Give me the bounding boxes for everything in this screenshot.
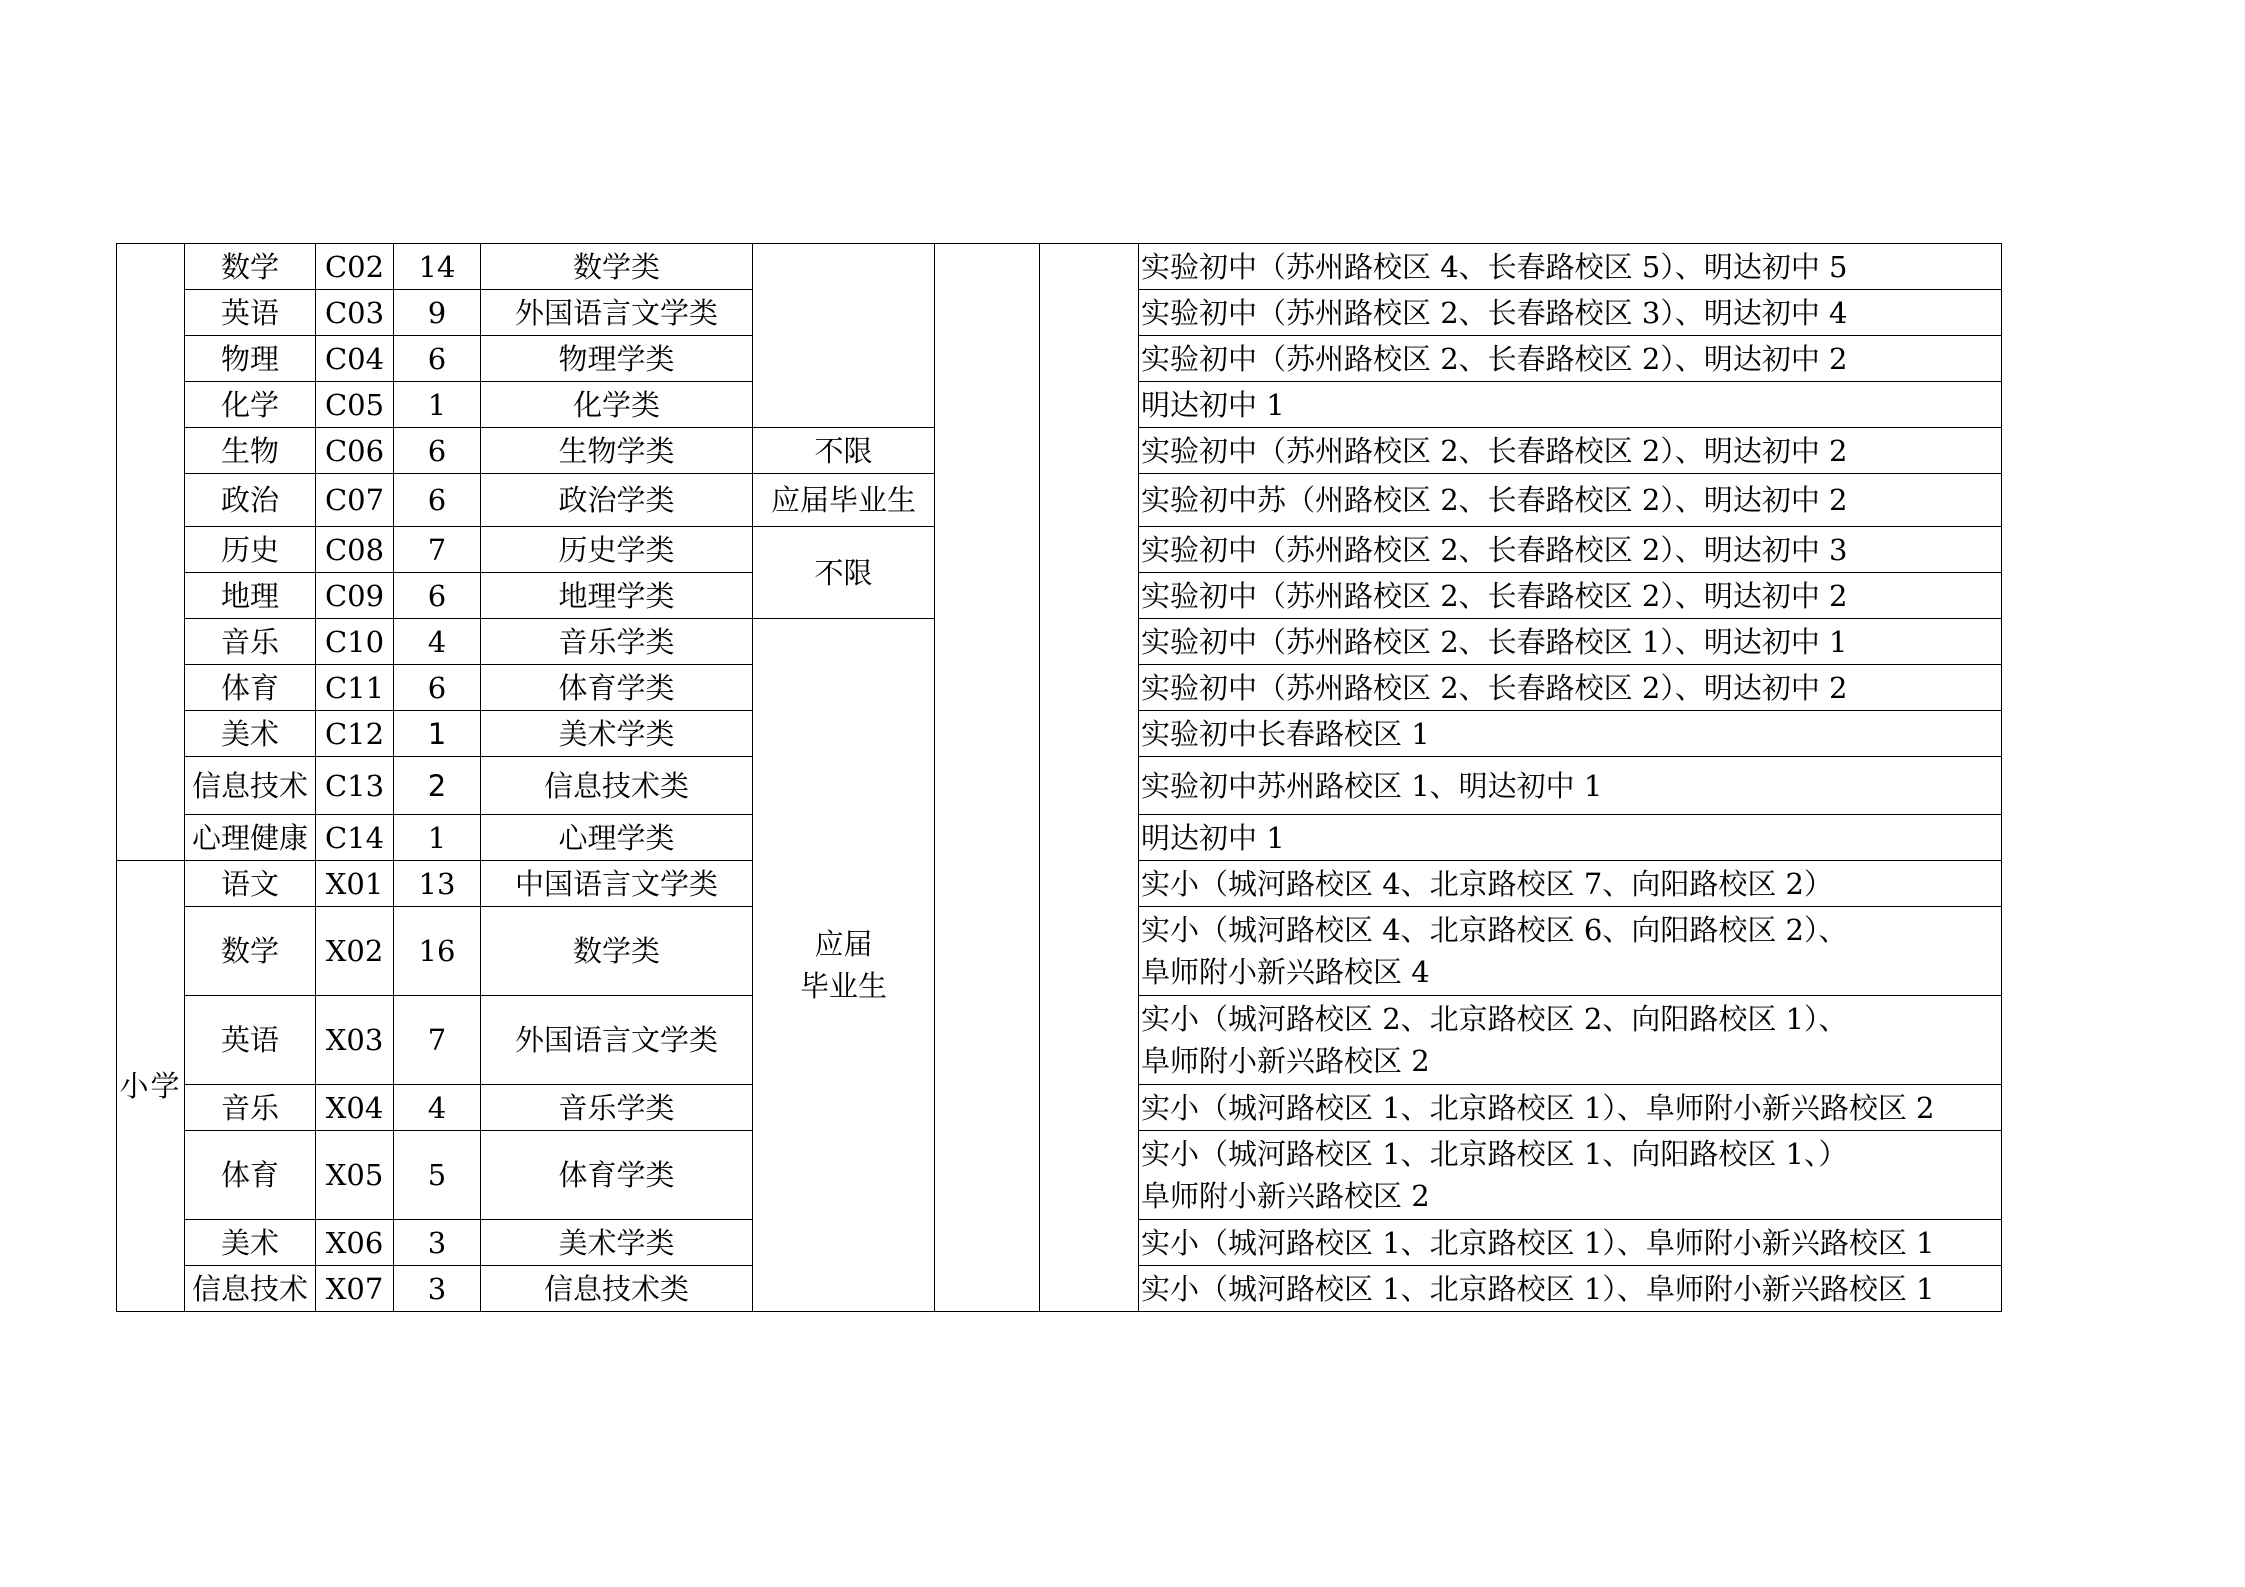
position-code-cell: C07 <box>316 474 394 527</box>
position-code-cell: C14 <box>316 815 394 861</box>
headcount-cell: 1 <box>394 815 481 861</box>
placement-cell <box>1139 336 2002 382</box>
placement-cell <box>1139 428 2002 474</box>
headcount-cell: 7 <box>394 996 481 1085</box>
major-cell: 历史学类 <box>481 527 753 573</box>
major-cell: 心理学类 <box>481 815 753 861</box>
major-cell: 地理学类 <box>481 573 753 619</box>
subject-cell: 物理 <box>185 336 316 382</box>
placement-cell <box>1139 290 2002 336</box>
placement-line: 实小（城河路校区 1、北京路校区 1）、阜师附小新兴路校区 1 <box>1141 1225 1935 1260</box>
headcount-cell: 7 <box>394 527 481 573</box>
position-code-cell: C03 <box>316 290 394 336</box>
placement-line: 实小（城河路校区 4、北京路校区 7、向阳路校区 2） <box>1141 866 1834 901</box>
blank-column-cell <box>935 244 1040 1312</box>
subject-cell: 信息技术 <box>185 757 316 815</box>
headcount-cell: 4 <box>394 1085 481 1131</box>
placement-line: 实小（城河路校区 1、北京路校区 1）、阜师附小新兴路校区 1 <box>1141 1271 1935 1306</box>
blank-column-cell <box>1040 244 1139 1312</box>
school-level-cell <box>117 244 185 861</box>
placement-cell <box>1139 1131 2002 1220</box>
position-code-cell: X06 <box>316 1220 394 1266</box>
placement-line: 实验初中（苏州路校区 2、长春路校区 2）、明达初中 2 <box>1141 341 1848 376</box>
placement-line: 实验初中长春路校区 1 <box>1141 716 1430 751</box>
subject-cell: 数学 <box>185 907 316 996</box>
subject-cell: 英语 <box>185 290 316 336</box>
major-cell: 信息技术类 <box>481 1266 753 1312</box>
recruitment-table <box>116 243 2002 1312</box>
major-cell: 外国语言文学类 <box>481 996 753 1085</box>
major-cell: 政治学类 <box>481 474 753 527</box>
major-cell: 音乐学类 <box>481 619 753 665</box>
headcount-cell: 5 <box>394 1131 481 1220</box>
major-cell: 中国语言文学类 <box>481 861 753 907</box>
headcount-cell: 1 <box>394 382 481 428</box>
subject-cell: 地理 <box>185 573 316 619</box>
subject-cell: 美术 <box>185 711 316 757</box>
placement-line: 实验初中（苏州路校区 2、长春路校区 2）、明达初中 2 <box>1141 578 1848 613</box>
position-code-cell: X02 <box>316 907 394 996</box>
major-cell: 体育学类 <box>481 1131 753 1220</box>
placement-line: 实验初中（苏州路校区 2、长春路校区 2）、明达初中 3 <box>1141 532 1848 567</box>
headcount-cell: 3 <box>394 1220 481 1266</box>
requirement-line: 应届 <box>814 927 873 961</box>
table-row <box>117 244 2002 290</box>
position-code-cell: X01 <box>316 861 394 907</box>
major-cell: 化学类 <box>481 382 753 428</box>
placement-line: 实验初中（苏州路校区 2、长春路校区 1）、明达初中 1 <box>1141 624 1848 659</box>
requirement-line: 毕业生 <box>799 969 887 1003</box>
subject-cell: 政治 <box>185 474 316 527</box>
placement-cell <box>1139 619 2002 665</box>
major-cell: 体育学类 <box>481 665 753 711</box>
position-code-cell: C12 <box>316 711 394 757</box>
subject-cell: 体育 <box>185 1131 316 1220</box>
headcount-cell: 1 <box>394 711 481 757</box>
placement-line: 实验初中苏（州路校区 2、长春路校区 2）、明达初中 2 <box>1141 483 1848 517</box>
school-level-cell: 小学 <box>117 861 185 1312</box>
position-code-cell: C04 <box>316 336 394 382</box>
placement-line: 实验初中苏州路校区 1、明达初中 1 <box>1141 768 1603 803</box>
position-code-cell: X07 <box>316 1266 394 1312</box>
placement-cell <box>1139 474 2002 527</box>
subject-cell: 音乐 <box>185 619 316 665</box>
position-code-cell: C06 <box>316 428 394 474</box>
requirement-cell <box>753 428 935 474</box>
headcount-cell: 14 <box>394 244 481 290</box>
subject-cell: 美术 <box>185 1220 316 1266</box>
placement-line: 明达初中 1 <box>1141 820 1285 855</box>
major-cell: 信息技术类 <box>481 757 753 815</box>
subject-cell: 体育 <box>185 665 316 711</box>
placement-cell <box>1139 1220 2002 1266</box>
placement-line: 实验初中（苏州路校区 2、长春路校区 2）、明达初中 2 <box>1141 433 1848 468</box>
headcount-cell: 6 <box>394 573 481 619</box>
position-code-cell: C05 <box>316 382 394 428</box>
major-cell: 生物学类 <box>481 428 753 474</box>
headcount-cell: 6 <box>394 428 481 474</box>
placement-line: 实小（城河路校区 2、北京路校区 2、向阳路校区 1）、 <box>1141 1002 1848 1036</box>
position-code-cell: C02 <box>316 244 394 290</box>
major-cell: 外国语言文学类 <box>481 290 753 336</box>
subject-cell: 化学 <box>185 382 316 428</box>
placement-line: 实小（城河路校区 1、北京路校区 1、向阳路校区 1、） <box>1141 1137 1848 1171</box>
major-cell: 数学类 <box>481 907 753 996</box>
placement-line: 实验初中（苏州路校区 2、长春路校区 2）、明达初中 2 <box>1141 670 1848 705</box>
placement-cell <box>1139 1266 2002 1312</box>
subject-cell: 音乐 <box>185 1085 316 1131</box>
requirement-cell <box>753 474 935 527</box>
placement-cell <box>1139 815 2002 861</box>
placement-cell <box>1139 996 2002 1085</box>
major-cell: 音乐学类 <box>481 1085 753 1131</box>
headcount-cell: 6 <box>394 665 481 711</box>
position-code-cell: C09 <box>316 573 394 619</box>
subject-cell: 英语 <box>185 996 316 1085</box>
requirement-line: 应届毕业生 <box>770 483 916 517</box>
headcount-cell: 3 <box>394 1266 481 1312</box>
placement-line: 明达初中 1 <box>1141 387 1285 422</box>
position-code-cell: X04 <box>316 1085 394 1131</box>
requirement-cell <box>753 527 935 619</box>
headcount-cell: 6 <box>394 336 481 382</box>
headcount-cell: 16 <box>394 907 481 996</box>
placement-line: 阜师附小新兴路校区 2 <box>1141 1179 1430 1213</box>
subject-cell: 历史 <box>185 527 316 573</box>
placement-cell <box>1139 1085 2002 1131</box>
placement-cell <box>1139 757 2002 815</box>
headcount-cell: 9 <box>394 290 481 336</box>
position-code-cell: C10 <box>316 619 394 665</box>
placement-cell <box>1139 665 2002 711</box>
placement-line: 实验初中（苏州路校区 4、长春路校区 5）、明达初中 5 <box>1141 249 1848 284</box>
position-code-cell: C08 <box>316 527 394 573</box>
headcount-cell: 2 <box>394 757 481 815</box>
placement-cell <box>1139 711 2002 757</box>
placement-cell <box>1139 861 2002 907</box>
requirement-cell <box>753 619 935 1312</box>
placement-cell <box>1139 527 2002 573</box>
placement-cell <box>1139 244 2002 290</box>
subject-cell: 心理健康 <box>185 815 316 861</box>
placement-cell <box>1139 907 2002 996</box>
major-cell: 数学类 <box>481 244 753 290</box>
requirement-line: 不限 <box>814 433 873 468</box>
placement-line: 阜师附小新兴路校区 4 <box>1141 955 1430 989</box>
position-code-cell: C11 <box>316 665 394 711</box>
position-code-cell: C13 <box>316 757 394 815</box>
headcount-cell: 6 <box>394 474 481 527</box>
placement-line: 实小（城河路校区 4、北京路校区 6、向阳路校区 2）、 <box>1141 913 1848 947</box>
major-cell: 物理学类 <box>481 336 753 382</box>
placement-line: 实验初中（苏州路校区 2、长春路校区 3）、明达初中 4 <box>1141 295 1848 330</box>
requirement-cell <box>753 244 935 428</box>
subject-cell: 语文 <box>185 861 316 907</box>
placement-line: 阜师附小新兴路校区 2 <box>1141 1044 1430 1078</box>
placement-line: 实小（城河路校区 1、北京路校区 1）、阜师附小新兴路校区 2 <box>1141 1090 1935 1125</box>
subject-cell: 生物 <box>185 428 316 474</box>
position-code-cell: X05 <box>316 1131 394 1220</box>
placement-cell <box>1139 382 2002 428</box>
major-cell: 美术学类 <box>481 711 753 757</box>
placement-cell <box>1139 573 2002 619</box>
headcount-cell: 13 <box>394 861 481 907</box>
headcount-cell: 4 <box>394 619 481 665</box>
subject-cell: 信息技术 <box>185 1266 316 1312</box>
requirement-line: 不限 <box>814 555 873 590</box>
position-code-cell: X03 <box>316 996 394 1085</box>
subject-cell: 数学 <box>185 244 316 290</box>
major-cell: 美术学类 <box>481 1220 753 1266</box>
